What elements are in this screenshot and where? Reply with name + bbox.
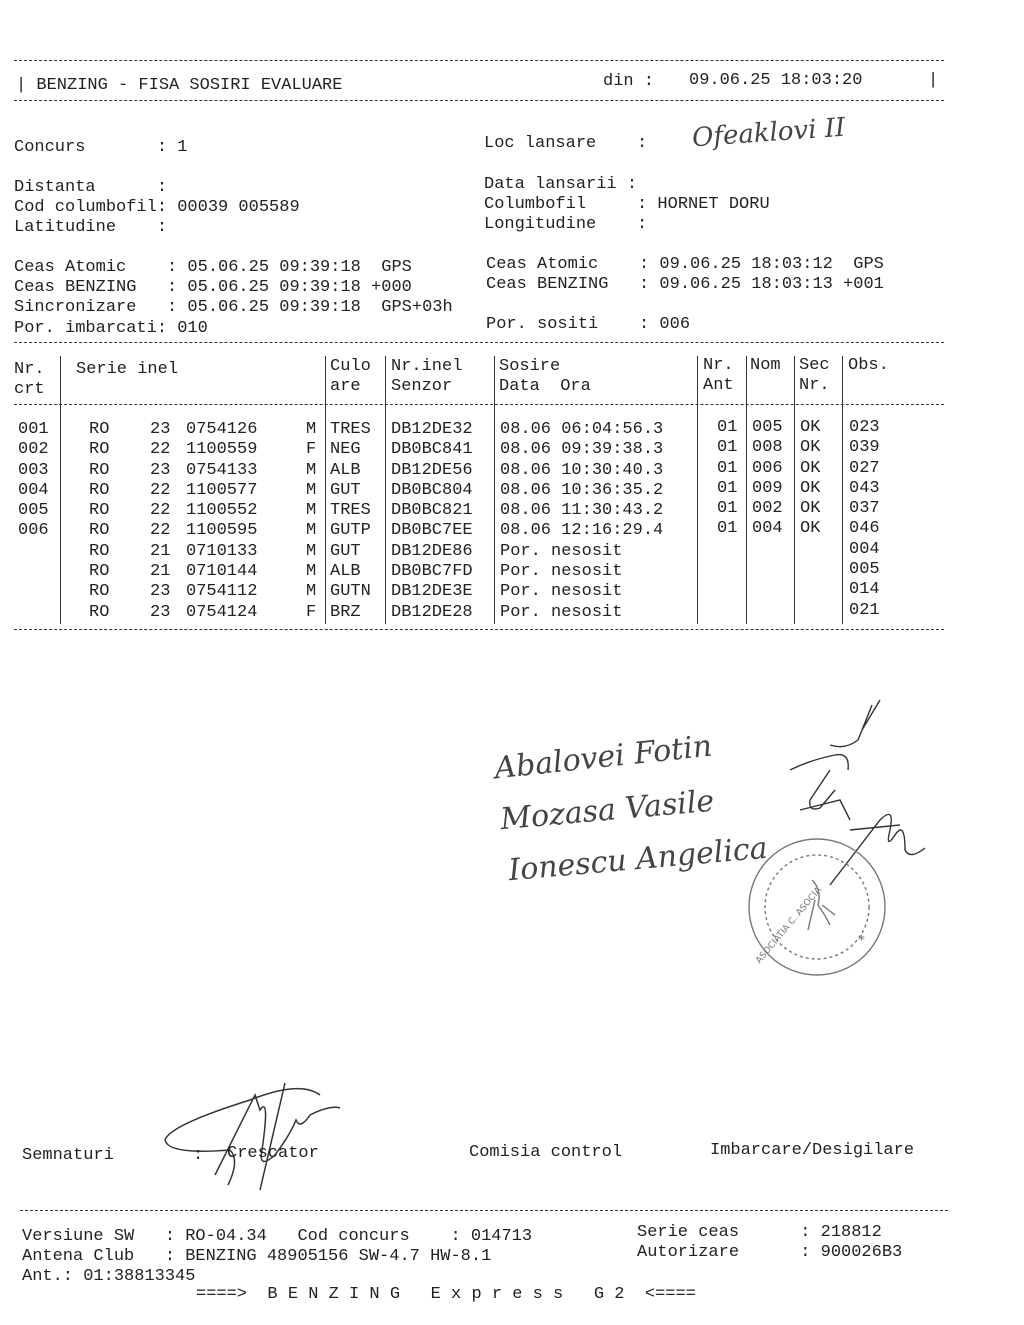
th-nom: Nom [750, 356, 781, 375]
table-cell-ring: 1100559 [186, 440, 258, 460]
table-cell-sec: OK [800, 438, 821, 458]
cod-columbofil-field: Cod columbofil: 00039 005589 [14, 198, 300, 217]
table-cell-country: RO [89, 521, 110, 541]
table-cell-arrival: 08.06 11:30:43.2 [500, 501, 664, 521]
table-cell-sensor: DB0BC7EE [391, 521, 473, 541]
table-cell-crt: 002 [18, 440, 49, 460]
table-cell-year: 21 [150, 562, 171, 582]
th-culoare: Culo [330, 357, 371, 376]
table-cell-ring: 1100552 [186, 501, 258, 521]
table-cell-country: RO [89, 602, 110, 622]
antena-id-line: Ant.: 01:38813345 [22, 1267, 196, 1286]
th-obs: Obs. [848, 356, 889, 375]
th-sec-nr: Nr. [799, 376, 830, 395]
table-cell-arrival: Por. nesosit [500, 582, 623, 602]
table-cell-sec: OK [800, 418, 821, 437]
table-cell-arrival: 08.06 10:30:40.3 [500, 460, 664, 480]
table-cell-obs: 037 [849, 499, 880, 519]
table-cell-ant: 01 [717, 519, 738, 539]
benzing-express-banner: ====> B E N Z I N G E x p r e s s G 2 <==== [196, 1285, 696, 1304]
porumbei-sositi: Por. sositi : 006 [486, 315, 691, 334]
table-cell-ant: 01 [717, 478, 738, 498]
crescator-label: Crescator [227, 1144, 319, 1163]
porumbei-imbarcati: Por. imbarcati: 010 [14, 319, 208, 338]
table-cell-ring: 0710144 [186, 562, 258, 582]
ceas-atomic-start: Ceas Atomic : 05.06.25 09:39:18 GPS [14, 258, 412, 277]
table-cell-color: ALB [330, 460, 361, 480]
table-cell-sex: F [306, 440, 317, 460]
table-cell-arrival: Por. nesosit [500, 541, 623, 561]
table-cell-country: RO [89, 582, 110, 602]
data-lansarii-field: Data lansarii : [484, 175, 638, 194]
table-cell-nom: 005 [752, 418, 783, 437]
ceas-benzing-start: Ceas BENZING : 05.06.25 09:39:18 +000 [14, 278, 412, 297]
table-cell-ant: 01 [717, 499, 738, 519]
table-cell-ant: 01 [717, 438, 738, 458]
report-title: | BENZING - FISA SOSIRI EVALUARE [16, 76, 343, 95]
table-cell-sensor: DB0BC821 [391, 501, 473, 521]
table-cell-arrival: Por. nesosit [500, 562, 623, 582]
table-cell-nom: 006 [752, 458, 783, 478]
table-cell-arrival: 08.06 10:36:35.2 [500, 480, 664, 500]
table-cell-country: RO [89, 420, 110, 439]
table-cell-year: 22 [150, 480, 171, 500]
table-cell-sex: M [306, 501, 317, 521]
table-cell-ring: 0754126 [186, 420, 258, 439]
table-cell-sensor: DB0BC804 [391, 480, 473, 500]
table-cell-year: 21 [150, 541, 171, 561]
table-cell-crt: 005 [18, 501, 49, 521]
table-cell-sex: M [306, 460, 317, 480]
table-cell-sensor: DB0BC841 [391, 440, 473, 460]
table-cell-sensor: DB12DE32 [391, 420, 473, 439]
footer-top-rule [20, 1210, 948, 1211]
table-cell-crt: 003 [18, 460, 49, 480]
serie-ceas-field: Serie ceas : 218812 [637, 1223, 882, 1242]
crescator-signature [165, 1083, 340, 1190]
table-cell-ant: 01 [717, 458, 738, 478]
sincronizare: Sincronizare : 05.06.25 09:39:18 GPS+03h [14, 298, 453, 317]
table-cell-obs: 027 [849, 458, 880, 478]
table-cell-country: RO [89, 541, 110, 561]
th-sosire: Sosire [499, 357, 561, 376]
committee-signature-2 [800, 770, 850, 820]
table-cell-ring: 0754112 [186, 582, 258, 602]
stamp-text: ASOCIATIA C. ASOCIA [754, 885, 824, 966]
table-cell-country: RO [89, 562, 110, 582]
table-cell-sensor: DB12DE56 [391, 460, 473, 480]
table-cell-ring: 0754133 [186, 460, 258, 480]
table-cell-nom: 009 [752, 478, 783, 498]
table-cell-nom: 004 [752, 519, 783, 539]
committee-signature-3 [830, 814, 925, 885]
table-cell-arrival: 08.06 12:16:29.4 [500, 521, 664, 541]
concurs-field: Concurs : 1 [14, 138, 188, 157]
handwritten-name-2: Mozasa Vasile [498, 783, 716, 838]
table-cell-sensor: DB12DE28 [391, 602, 473, 622]
table-cell-crt: 001 [18, 420, 49, 439]
table-cell-arrival: 08.06 06:04:56.3 [500, 420, 664, 439]
th-culoare-2: are [330, 377, 361, 396]
table-cell-color: ALB [330, 562, 361, 582]
table-cell-sex: M [306, 562, 317, 582]
th-nr-crt-2: crt [14, 380, 45, 399]
comisia-control-label: Comisia control [469, 1143, 623, 1162]
table-cell-ring: 1100577 [186, 480, 258, 500]
th-serie-inel: Serie inel [76, 360, 179, 379]
table-cell-country: RO [89, 501, 110, 521]
th-nr-crt: Nr. [14, 360, 45, 379]
table-cell-arrival: Por. nesosit [500, 602, 623, 622]
handwritten-name-3: Ionescu Angelica [506, 830, 769, 889]
committee-signature-1 [790, 700, 880, 770]
table-cell-obs: 023 [849, 418, 880, 437]
table-cell-sex: M [306, 582, 317, 602]
date-label: din : [603, 72, 655, 91]
table-cell-year: 23 [150, 460, 171, 480]
table-cell-nom: 002 [752, 499, 783, 519]
header-close-bar: | [928, 71, 939, 90]
table-cell-sensor: DB0BC7FD [391, 562, 473, 582]
table-cell-color: GUT [330, 480, 361, 500]
table-cell-color: TRES [330, 501, 371, 521]
table-cell-color: NEG [330, 440, 361, 460]
table-cell-country: RO [89, 440, 110, 460]
table-cell-obs: 014 [849, 580, 880, 600]
table-cell-year: 23 [150, 602, 171, 622]
table-cell-sensor: DB12DE86 [391, 541, 473, 561]
th-sec: Sec [799, 356, 830, 375]
table-cell-ant: 01 [717, 418, 738, 437]
semnaturi-label: Semnaturi [22, 1146, 114, 1165]
th-nr-ant: Nr. [703, 356, 734, 375]
th-nr-ant-2: Ant [703, 376, 734, 395]
table-cell-year: 23 [150, 420, 171, 439]
longitudine-field: Longitudine : [484, 215, 648, 234]
report-datetime: 09.06.25 18:03:20 [689, 71, 863, 90]
table-cell-color: GUT [330, 541, 361, 561]
table-cell-obs: 021 [849, 600, 880, 620]
table-cell-sec: OK [800, 478, 821, 498]
handwritten-name-1: Abalovei Fotin [492, 728, 714, 787]
table-cell-year: 22 [150, 440, 171, 460]
th-nr-inel: Nr.inel [391, 357, 463, 376]
latitudine-field: Latitudine : [14, 218, 168, 237]
table-cell-crt: 004 [18, 480, 49, 500]
table-cell-year: 22 [150, 521, 171, 541]
svg-text:*: * [858, 933, 865, 949]
table-cell-sex: M [306, 541, 317, 561]
table-cell-crt: 006 [18, 521, 49, 541]
ceas-atomic-end: Ceas Atomic : 09.06.25 18:03:12 GPS [486, 255, 884, 274]
distanta-field: Distanta : [14, 178, 168, 197]
table-cell-color: BRZ [330, 602, 361, 622]
th-data-ora: Data Ora [499, 377, 591, 396]
table-cell-obs: 046 [849, 519, 880, 539]
antena-club-line: Antena Club : BENZING 48905156 SW-4.7 HW-8.1 [22, 1247, 492, 1266]
table-cell-sec: OK [800, 458, 821, 478]
table-cell-obs: 005 [849, 560, 880, 580]
columbofil-field: Columbofil : HORNET DORU [484, 195, 770, 214]
table-cell-ring: 0754124 [186, 602, 258, 622]
table-cell-ring: 0710133 [186, 541, 258, 561]
table-cell-sec: OK [800, 519, 821, 539]
table-cell-color: GUTN [330, 582, 371, 602]
autorizare-field: Autorizare : 900026B3 [637, 1243, 903, 1262]
table-cell-ring: 1100595 [186, 521, 258, 541]
table-cell-arrival: 08.06 09:39:38.3 [500, 440, 664, 460]
table-cell-sex: M [306, 480, 317, 500]
imbarcare-desigilare-label: Imbarcare/Desigilare [710, 1141, 915, 1160]
table-cell-obs: 004 [849, 539, 880, 559]
semnaturi-colon: : [193, 1146, 204, 1165]
loc-lansare-handwritten: Ofeaklovi II [691, 112, 847, 154]
table-cell-sensor: DB12DE3E [391, 582, 473, 602]
table-cell-nom: 008 [752, 438, 783, 458]
loc-lansare-field: Loc lansare : [484, 134, 648, 153]
table-cell-sec: OK [800, 499, 821, 519]
table-cell-year: 23 [150, 582, 171, 602]
table-cell-year: 22 [150, 501, 171, 521]
table-cell-obs: 043 [849, 478, 880, 498]
table-cell-sex: M [306, 420, 317, 439]
table-cell-color: GUTP [330, 521, 371, 541]
ceas-benzing-end: Ceas BENZING : 09.06.25 18:03:13 +001 [486, 275, 884, 294]
table-cell-sex: F [306, 602, 317, 622]
versiune-sw-line: Versiune SW : RO-04.34 Cod concurs : 014713 [22, 1227, 533, 1246]
table-cell-color: TRES [330, 420, 371, 439]
table-cell-country: RO [89, 460, 110, 480]
th-senzor: Senzor [391, 377, 453, 396]
table-cell-obs: 039 [849, 438, 880, 458]
table-cell-sex: M [306, 521, 317, 541]
table-cell-country: RO [89, 480, 110, 500]
